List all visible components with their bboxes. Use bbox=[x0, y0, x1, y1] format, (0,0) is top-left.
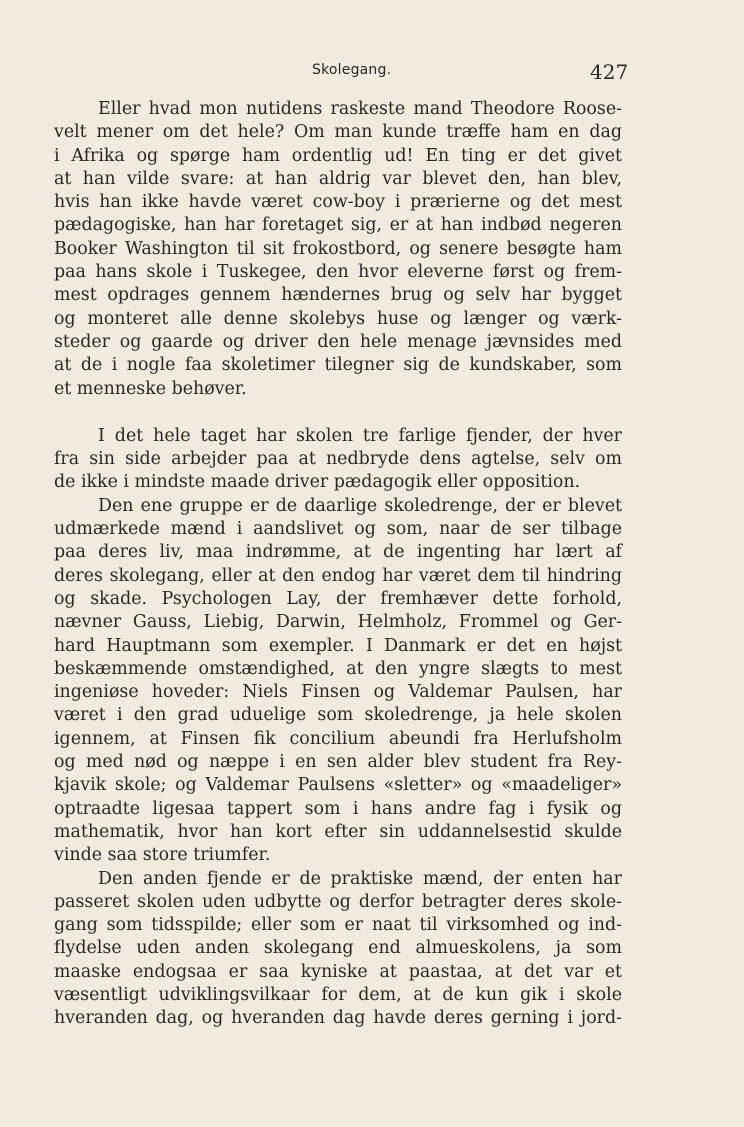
text-line: velt mener om det hele? Om man kunde træffe ham en dag bbox=[54, 122, 622, 143]
text-line: ingeniøse hoveder: Niels Finsen og Valdemar Paulsen, har bbox=[54, 682, 622, 703]
text-line: kjavik skole; og Valdemar Paulsens «sletter» og «maadeliger» bbox=[54, 775, 622, 796]
text-line: at de i nogle faa skoletimer tilegner sig de kundskaber, som bbox=[54, 355, 622, 376]
text-line: Booker Washington til sit frokostbord, og senere besøgte ham bbox=[54, 238, 622, 259]
text-line: mest opdrages gennem hændernes brug og selv har bygget bbox=[54, 285, 622, 306]
text-line: udmærkede mænd i aandslivet og som, naar de ser tilbage bbox=[54, 519, 622, 540]
text-line: væsentligt udviklingsvilkaar for dem, at de kun gik i skole bbox=[54, 984, 622, 1005]
text-line: nævner Gauss, Liebig, Darwin, Helmholz, Frommel og Ger- bbox=[54, 612, 622, 633]
text-line: hvis han ikke havde været cow-boy i prærierne og det mest bbox=[54, 192, 622, 213]
text-line: igennem, at Finsen fik concilium abeundi fra Herlufsholm bbox=[54, 728, 622, 749]
text-line: og skade. Psychologen Lay, der fremhæver dette forhold, bbox=[54, 588, 622, 609]
text-line: og monteret alle denne skolebys huse og længer og værk- bbox=[54, 308, 622, 329]
page-number: 427 bbox=[590, 60, 629, 84]
text-line: at han vilde svare: at han aldrig var blevet den, han blev, bbox=[54, 168, 622, 189]
text-line: pædagogiske, han har foretaget sig, er at han indbød negeren bbox=[54, 215, 622, 236]
paragraph bbox=[54, 98, 622, 401]
text-line: steder og gaarde og driver den hele menage jævnsides med bbox=[54, 331, 622, 352]
text-line: og med nød og næppe i en sen alder blev student fra Rey- bbox=[54, 752, 622, 773]
text-line: flydelse uden anden skolegang end almueskolens, ja som bbox=[54, 938, 622, 959]
text-line: et menneske behøver. bbox=[54, 378, 247, 399]
section-gap bbox=[54, 401, 622, 425]
paragraph bbox=[54, 495, 622, 868]
text-line: i Afrika og spørge ham ordentlig ud! En ting er det givet bbox=[54, 145, 622, 166]
text-line: paa deres liv, maa indrømme, at de ingenting har lært af bbox=[54, 542, 622, 563]
text-line: optraadte ligesaa tappert som i hans andre fag i fysik og bbox=[54, 798, 622, 819]
text-line: beskæmmende omstændighed, at den yngre slægts to mest bbox=[54, 658, 622, 679]
text-line: fra sin side arbejder paa at nedbryde dens agtelse, selv om bbox=[54, 449, 622, 470]
text-line: gang som tidsspilde; eller som er naat til virksomhed og ind- bbox=[54, 915, 622, 936]
text-line: I det hele taget har skolen tre farlige fjender, der hver bbox=[98, 425, 622, 446]
text-line: vinde saa store triumfer. bbox=[54, 845, 271, 866]
text-line: maaske endogsaa er saa kyniske at paastaa, at det var et bbox=[54, 961, 622, 982]
text-line: passeret skolen uden udbytte og derfor betragter deres skole- bbox=[54, 891, 622, 912]
paragraph bbox=[54, 425, 622, 495]
text-line: Eller hvad mon nutidens raskeste mand Theodore Roose- bbox=[98, 99, 622, 119]
text-line: paa hans skole i Tuskegee, den hvor eleverne først og frem- bbox=[54, 262, 622, 283]
running-title: Skolegang. bbox=[312, 62, 392, 78]
text-line: Den ene gruppe er de daarlige skoledrenge, der er blevet bbox=[98, 495, 622, 516]
text-line: Den anden fjende er de praktiske mænd, der enten har bbox=[98, 868, 622, 889]
body-text bbox=[54, 98, 622, 1031]
text-line: deres skolegang, eller at den endog har været dem til hindring bbox=[54, 565, 622, 586]
text-line: hard Hauptmann som exempler. I Danmark er det en højst bbox=[54, 635, 622, 656]
text-line: mathematik, hvor han kort efter sin uddannelsestid skulde bbox=[54, 821, 622, 842]
text-line: været i den grad uduelige som skoledrenge, ja hele skolen bbox=[54, 705, 622, 726]
text-line: hveranden dag, og hveranden dag havde deres gerning i jord- bbox=[54, 1008, 622, 1029]
paragraph bbox=[54, 868, 622, 1031]
text-line: de ikke i mindste maade driver pædagogik eller opposition. bbox=[54, 472, 581, 493]
